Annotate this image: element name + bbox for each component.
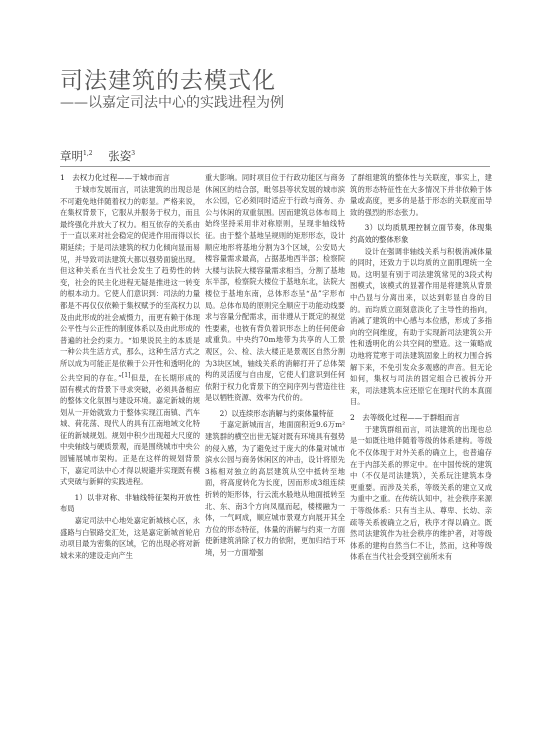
body-paragraph: 于建筑群组而言，司法建筑的出现也总是一如既往地伴随着等级的体系建构。等级化不仅体现于对外关系的确立上，也普遍存在于内部关系的界定中。在中国传统的建筑中（不仅是司法建筑），关系玩注建筑本身更重要。而涉及关系，等级关系的建立又成为重中之重。在传统认知中，社会秩序来源于等级体系：只有当主从、尊卑、长幼、亲疏等关系被确立之后，秩序才得以确立。既然司法建筑作为社会秩序的维护者，对等级体系的建构自然当仁不让，然而，这种等级体系在当代社会受到空前所未有 xyxy=(350,424,492,562)
paragraph-text: 于城市发展而言，司法建筑的出现总是不可避免地伴随着权力的彰显。严格来说，在集权背景下，它服从并服务于权力，而且最终强化并放大了权力。相互依存的关系由于一直以来对社会稳定的促进作用而得以长期延续；于是司法建筑的权力化倾向显而易见，并导致司法建筑大都以强势面貌出现。但这种关系在当代社会发生了趋势性的转变，社会的民主化进程无疑是推进这一转变的根本动力。它使人们意识到：司法的力量都是不再仅仅依赖于集权赋予的至高权力以及由此形成的社会威慑力，而更有赖于体现公平性与公正性的制度体系以及由此形成的普遍的社会约束力。“如果说民主的本质是一种公共生活方式，那么，这种生活方式之所以成为可能正是依赖于公开性和透明化的公共空间的存在。” xyxy=(60,185,200,382)
author-affiliation-marks: 3 xyxy=(131,150,136,158)
citation-ref: [1] xyxy=(121,371,131,379)
text-column-right xyxy=(350,172,492,724)
body-paragraph xyxy=(60,184,200,488)
section-heading: 2 去等级化过程——于群组而言 xyxy=(350,412,460,422)
paragraph-text: 但是，在长期形成的固有模式的背景下寻求突破，必须具备相应的整体文化氛围与建设环境。嘉定新城的规划从一开始就致力于整体实现江南镇、汽车城、荷花荡、现代人的具有江南地域文化特征的新城规划。规划中积少出现超大尺度的中央轴线与硬质景观，而是围绕城市中央公园铺展城市架构。正是在这样的规划背景下，嘉定司法中心才得以规避并实现既有模式突破与新鲜的实践进程。 xyxy=(60,372,200,487)
body-paragraph: 设计在强调非轴线关系与积极消减体量的同时，还致力于以均质的立面肌理统一全局。这明显有别于司法建筑常见的3段式构图模式，该模式的显著作用是将建筑从背景中凸显与分离出来，以达到彰显自身的目的。而均质立面刻意淡化了主导性的指向，消减了建筑的中心感与本位感，形成了多指向的空间维度，有助于实现新司法建筑公开性和透明化的公共空间的塑造。这一策略成功地将荒寒于司法建筑固象上的权力围合拆解下来，不免引发众多观感的声音。但无论如何，集权与司法的固定组合已被拆分开来，司法建筑本应还原它在现时代的本真面目。 xyxy=(350,246,492,407)
body-paragraph: 嘉定司法中心地处嘉定新城核心区，永盛路与白银路交汇处，这是嘉定新城首轮启动项目最为密集的区域，它的出现必将对新城未来的建设走向产生 xyxy=(60,516,200,560)
article-title: 司法建筑的去模式化 xyxy=(60,68,276,94)
author-line xyxy=(60,148,147,164)
subsection-heading: 1）以非对称、非轴线特征架构开放性布局 xyxy=(60,492,200,514)
header-divider xyxy=(60,166,490,167)
text-column-left xyxy=(60,172,200,724)
text-column-middle xyxy=(205,172,345,724)
body-paragraph: 了群组建筑的整体性与关联度，事实上，建筑的形态特征性在大多情况下并非依赖于体量或高度，更多的是基于形态的关联度而导致的强烈的形态张力。 xyxy=(350,173,492,217)
subsection-heading: 3）以均质肌理控制立面节奏，体现集约高效的整体形象 xyxy=(350,223,492,244)
author-name: 章明 xyxy=(60,149,83,163)
subsection-heading: 2）以连续形态消解与约束体量特征 xyxy=(219,408,334,418)
article-subtitle: ——以嘉定司法中心的实践进程为例 xyxy=(60,95,284,111)
author-name: 张姿 xyxy=(108,149,132,163)
author-affiliation-marks: 1,2 xyxy=(83,150,93,158)
section-heading: 1 去权力化过程——于城市而言 xyxy=(60,173,170,182)
body-paragraph: 重大影响。同时项目位于行政功能区与商务休闲区的结合部，毗邻县等状发展的城市滨水公园，它必须同时适应于行政与商务、办公与休闲的双重氛围。因而建筑总体布局上始终坚持采用非对称原则，呈现非轴线特征。由于整个基地呈规则的矩形形态，设计顺应地形将基地分割为3个区域，公安局大楼容量需求最高，占据基地西半部；检察院大楼与法院大楼容量需求相当，分割了基地东半部，检察院大楼位于基地东北，法院大楼位于基地东南，总体形态呈“品”字形布局。总体布局的原则完全顺应于功能动线要求与容量分配需求，而非遵从于既定的视觉性要素，也彼有背负着识形态上的任何使命或重负。中央约70m地带为共享的人工景观区，公、检、法大楼正是景观区自然分割为3块区域，轴线关系的消解打开了总体架构的灵活度与自由度，它使人们意识到任何依附于权力化背景下的空间序列与营造往往是以牺牲资源、效率为代价的。 xyxy=(205,173,345,403)
body-paragraph: 于嘉定新城而言，地面面积近9.6万m²建筑群的横空出世无疑对既有环境具有强势的侵入感，为了避免过于庞大的体量对城市滨水公园与商务休闲区的冲击，设计将原先3栋相对独立的高层建筑从空中抵转至地面，将高度转化为长度，因而形成3组连续折转的矩形体，行云流水般地从地面抵转至北、东、南3个方向凤凰而起，楼楼融为一体，一气呵成，顺应城市景观方向展开其全方位的形态特征，体量的消解与约束一方面使新建筑消除了权力的依附，更加归结于环境，另一方面增强 xyxy=(205,420,345,557)
